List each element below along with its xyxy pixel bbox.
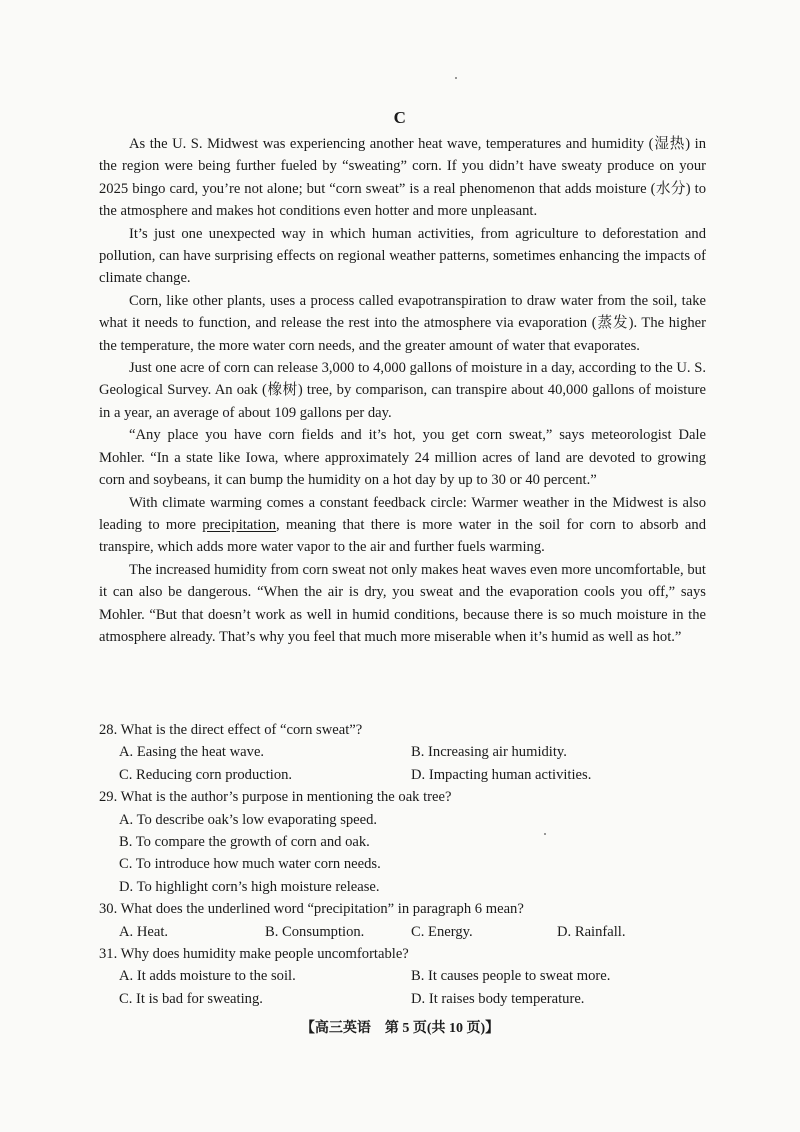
paragraph-2: It’s just one unexpected way in which human activities, from agriculture to deforestation and pollution, can have surprising effects on regional weather patterns, sometimes enhancing the impacts of climate change. bbox=[99, 225, 706, 287]
option-d: D. To highlight corn’s high moisture release. bbox=[119, 878, 380, 895]
option-b: B. To compare the growth of corn and oak. bbox=[119, 834, 370, 851]
question-stem: 29. What is the author’s purpose in mentioning the oak tree? bbox=[99, 789, 452, 806]
underlined-word: precipitation bbox=[202, 516, 276, 533]
option-d: D. Rainfall. bbox=[557, 923, 626, 940]
question-30 bbox=[99, 898, 706, 943]
option-d: D. Impacting human activities. bbox=[411, 766, 592, 783]
option-b: B. Consumption. bbox=[265, 923, 365, 940]
question-29 bbox=[99, 786, 706, 898]
question-stem: 28. What is the direct effect of “corn sweat”? bbox=[99, 722, 363, 738]
question-list bbox=[99, 719, 706, 1010]
question-stem: 30. What does the underlined word “precipitation” in paragraph 6 mean? bbox=[99, 901, 524, 918]
option-b: B. Increasing air humidity. bbox=[411, 744, 567, 761]
paragraph-5: “Any place you have corn fields and it’s hot, you get corn sweat,” says meteorologist Dale Mohler. “In a state like Iowa, where approximately 24 million acres of land are devoted to growing corn and soybeans, it can bump the humidity on a hot day by up to 30 or 40 percent.” bbox=[99, 427, 706, 489]
question-28 bbox=[99, 719, 706, 786]
paragraph-4: Just one acre of corn can release 3,000 to 4,000 gallons of moisture in a day, according to the U. S. Geological Survey. An oak (橡树) tree, by comparison, can transpire about 40,000 gallons of moisture in a year, an average of about 109 gallons per day. bbox=[99, 360, 706, 421]
option-a: A. To describe oak’s low evaporating speed. bbox=[119, 811, 378, 828]
option-c: C. To introduce how much water corn needs. bbox=[119, 856, 381, 873]
question-31 bbox=[99, 943, 706, 1010]
option-b: B. It causes people to sweat more. bbox=[411, 968, 611, 985]
paragraph-3: Corn, like other plants, uses a process called evapotranspiration to draw water from the soil, take what it needs to function, and release the rest into the atmosphere via evaporation (蒸发). The higher the temperature, the more water corn needs, and the greater amount of water that evaporates. bbox=[99, 292, 706, 354]
option-a: A. Easing the heat wave. bbox=[119, 744, 265, 761]
option-a: A. It adds moisture to the soil. bbox=[119, 968, 296, 985]
option-a: A. Heat. bbox=[119, 923, 169, 940]
option-c: C. Reducing corn production. bbox=[119, 766, 293, 783]
page-footer: 【高三英语 第 5 页(共 10 页)】 bbox=[300, 1021, 500, 1036]
paragraph-1: As the U. S. Midwest was experiencing another heat wave, temperatures and humidity (湿热) in the region were being further fueled by “sweating” corn. If you didn’t have sweaty produce on your 2025 bingo card, you’re not alone; but “corn sweat” is a real phenomenon that adds moisture (水分) to the atmosphere and makes hot conditions even hotter and more unpleasant. bbox=[99, 136, 706, 220]
option-c: C. It is bad for sweating. bbox=[119, 990, 263, 1007]
option-c: C. Energy. bbox=[411, 923, 473, 940]
question-stem: 31. Why does humidity make people uncomfortable? bbox=[99, 946, 409, 963]
reading-passage bbox=[99, 133, 706, 648]
scan-speck bbox=[455, 77, 457, 79]
section-heading: C bbox=[393, 108, 407, 127]
paragraph-7: The increased humidity from corn sweat not only makes heat waves even more uncomfortable, but it can also be dangerous. “When the air is dry, you sweat and the evaporation cools you off,” says Mohler. “But that doesn’t work as well in humid conditions, because there is so much moisture in the atmosphere already. That’s why you feel that much more miserable when it’s humid as well as hot.” bbox=[99, 561, 706, 645]
paragraph-6: With climate warming comes a constant feedback circle: Warmer weather in the Midwest is also leading to more precipitation, meaning that there is more water in the soil for corn to absorb and transpire, which adds more water vapor to the air and further fuels warming. bbox=[99, 494, 706, 556]
option-d: D. It raises body temperature. bbox=[411, 990, 585, 1007]
